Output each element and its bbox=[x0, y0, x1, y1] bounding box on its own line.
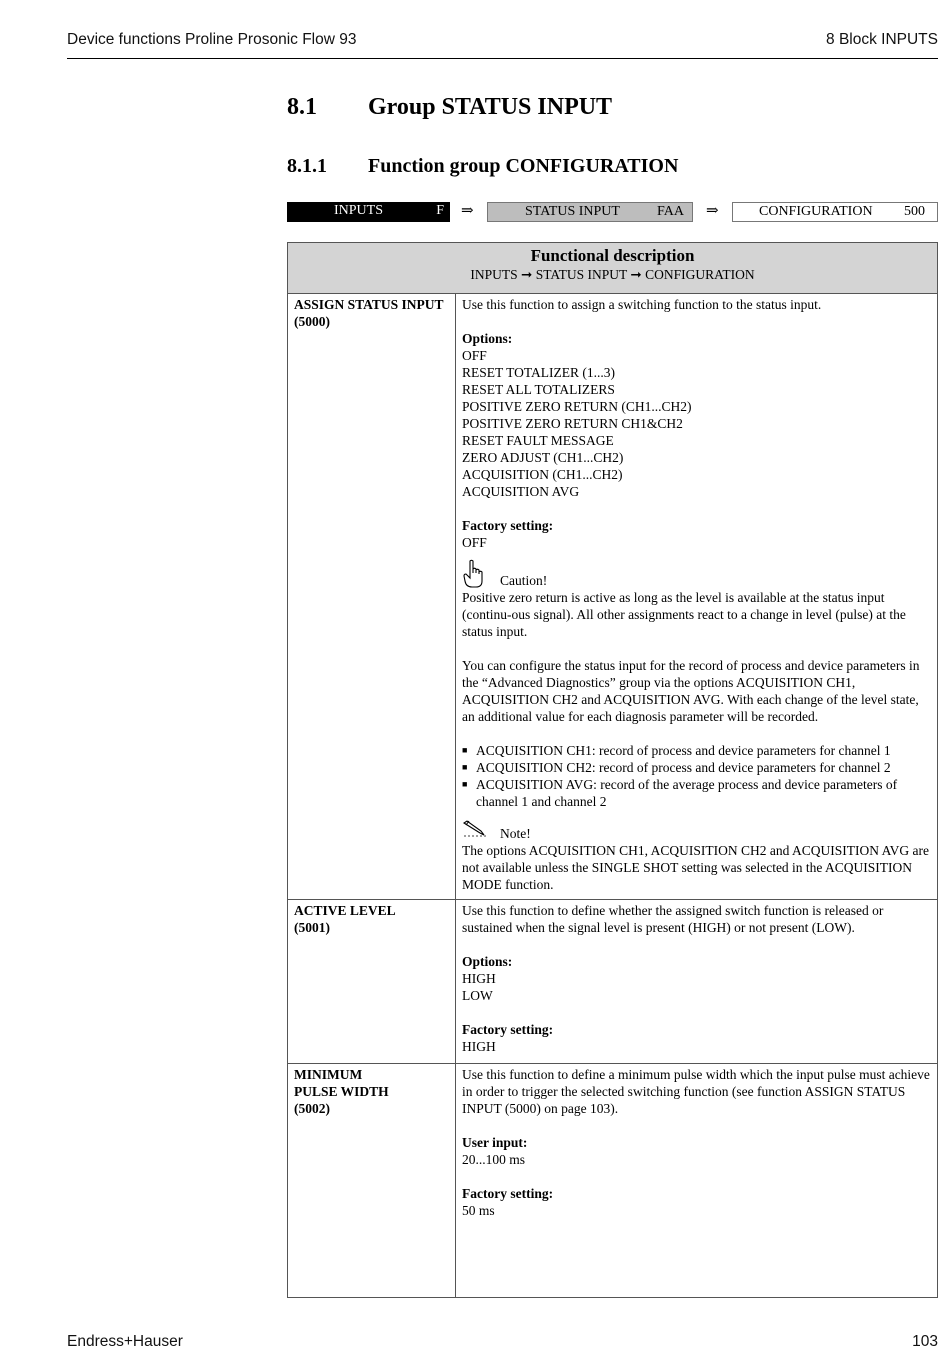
nav-inputs-label: INPUTS bbox=[334, 203, 384, 218]
subsection-title: Function group CONFIGURATION bbox=[368, 155, 679, 177]
table-row bbox=[288, 294, 938, 900]
description-intro: Use this function to assign a switching function to the status input. bbox=[462, 297, 822, 312]
option-item: ACQUISITION AVG bbox=[462, 484, 580, 499]
page-header-left: Device functions Proline Prosonic Flow 93 bbox=[67, 31, 357, 48]
function-name-cell bbox=[288, 900, 456, 1064]
user-input-value: 20...100 ms bbox=[462, 1152, 526, 1167]
factory-setting-value: 50 ms bbox=[462, 1203, 495, 1218]
nav-box-inputs bbox=[287, 202, 450, 222]
option-item: LOW bbox=[462, 988, 493, 1003]
function-description-cell bbox=[456, 1064, 938, 1298]
list-item: ■ ACQUISITION CH2: record of process and device parameters for channel 2 bbox=[462, 759, 931, 776]
nav-status-code: FAA bbox=[657, 204, 684, 219]
option-item: ZERO ADJUST (CH1...CH2) bbox=[462, 450, 624, 465]
section-title: Group STATUS INPUT bbox=[368, 94, 613, 120]
subsection-heading bbox=[287, 155, 678, 178]
section-number: 8.1 bbox=[287, 94, 317, 120]
footer-brand: Endress+Hauser bbox=[67, 1333, 183, 1350]
configuration-text: You can configure the status input for the record of process and device parameters in the “Advanced Diagnostics” group via the options ACQUISITION CH1, ACQUISITION CH2 and ACQUISITION AVG. With each change of the level state, an additional value for each diagnosis parameter will be recorded. bbox=[462, 658, 920, 724]
nav-inputs-code: F bbox=[436, 203, 444, 218]
page-number: 103 bbox=[912, 1333, 938, 1350]
note-text: The options ACQUISITION CH1, ACQUISITION CH2 and ACQUISITION AVG are not available unless the SINGLE SHOT setting was selected in the ACQUISITION MODE function. bbox=[462, 843, 929, 892]
option-item: POSITIVE ZERO RETURN (CH1...CH2) bbox=[462, 399, 692, 414]
section-heading bbox=[287, 94, 612, 121]
factory-setting-label: Factory setting: bbox=[462, 518, 554, 533]
options-label: Options: bbox=[462, 954, 513, 969]
table-row bbox=[288, 900, 938, 1064]
options-label: Options: bbox=[462, 331, 513, 346]
nav-box-configuration bbox=[732, 202, 938, 222]
function-description-cell bbox=[456, 294, 938, 900]
header-rule bbox=[67, 58, 938, 59]
option-item: POSITIVE ZERO RETURN CH1&CH2 bbox=[462, 416, 683, 431]
function-name-cell bbox=[288, 1064, 456, 1298]
note-line bbox=[462, 820, 931, 842]
list-item: ■ ACQUISITION AVG: record of the average process and device parameters of channel 1 and channel 2 bbox=[462, 776, 931, 810]
factory-setting-label: Factory setting: bbox=[462, 1022, 554, 1037]
list-item: ■ ACQUISITION CH1: record of process and device parameters for channel 1 bbox=[462, 742, 931, 759]
nav-box-status-input bbox=[487, 202, 693, 222]
option-item: RESET FAULT MESSAGE bbox=[462, 433, 614, 448]
hand-pointer-icon bbox=[462, 559, 484, 589]
user-input-label: User input: bbox=[462, 1135, 528, 1150]
factory-setting-value: OFF bbox=[462, 535, 487, 550]
nav-config-code: 500 bbox=[904, 204, 925, 219]
option-item: ACQUISITION (CH1...CH2) bbox=[462, 467, 623, 482]
nav-arrow-1: ⇒ bbox=[461, 203, 474, 219]
nav-arrow-2: ⇒ bbox=[706, 203, 719, 219]
subsection-number: 8.1.1 bbox=[287, 155, 327, 177]
function-name: ACTIVE LEVEL bbox=[294, 903, 396, 918]
page-header-right: 8 Block INPUTS bbox=[826, 31, 938, 48]
option-item: RESET ALL TOTALIZERS bbox=[462, 382, 615, 397]
function-code: (5002) bbox=[294, 1101, 330, 1116]
nav-config-label: CONFIGURATION bbox=[759, 204, 873, 219]
function-name: ASSIGN STATUS INPUT bbox=[294, 297, 444, 312]
option-item: HIGH bbox=[462, 971, 496, 986]
factory-setting-label: Factory setting: bbox=[462, 1186, 554, 1201]
pencil-icon bbox=[462, 820, 488, 838]
description-intro: Use this function to define a minimum pulse width which the input pulse must achieve in order to trigger the selected switching function (see function ASSIGN STATUS INPUT (5000) on page 103). bbox=[462, 1067, 930, 1116]
function-code: (5001) bbox=[294, 920, 330, 935]
table-path: INPUTS ➞ STATUS INPUT ➞ CONFIGURATION bbox=[470, 267, 755, 282]
factory-setting-value: HIGH bbox=[462, 1039, 496, 1054]
description-intro: Use this function to define whether the assigned switch function is released or sustained when the signal level is present (HIGH) or not present (LOW). bbox=[462, 903, 884, 935]
acquisition-bullet-list bbox=[462, 742, 931, 810]
table-title: Functional description bbox=[530, 246, 695, 265]
nav-status-label: STATUS INPUT bbox=[525, 204, 620, 219]
function-name-line1: MINIMUM bbox=[294, 1067, 363, 1082]
note-label: Note! bbox=[500, 826, 531, 841]
functional-description-table bbox=[287, 242, 938, 1298]
caution-line bbox=[462, 559, 931, 589]
caution-text: Positive zero return is active as long as the level is available at the status input (continu-ous signal). All other assignments react to a change in level (pulse) at the status input. bbox=[462, 590, 906, 639]
option-item: RESET TOTALIZER (1...3) bbox=[462, 365, 616, 380]
option-item: OFF bbox=[462, 348, 487, 363]
table-header bbox=[288, 243, 938, 294]
function-description-cell bbox=[456, 900, 938, 1064]
function-name-line2: PULSE WIDTH bbox=[294, 1084, 389, 1099]
function-code: (5000) bbox=[294, 314, 330, 329]
table-row bbox=[288, 1064, 938, 1298]
function-name-cell bbox=[288, 294, 456, 900]
caution-label: Caution! bbox=[500, 573, 548, 588]
